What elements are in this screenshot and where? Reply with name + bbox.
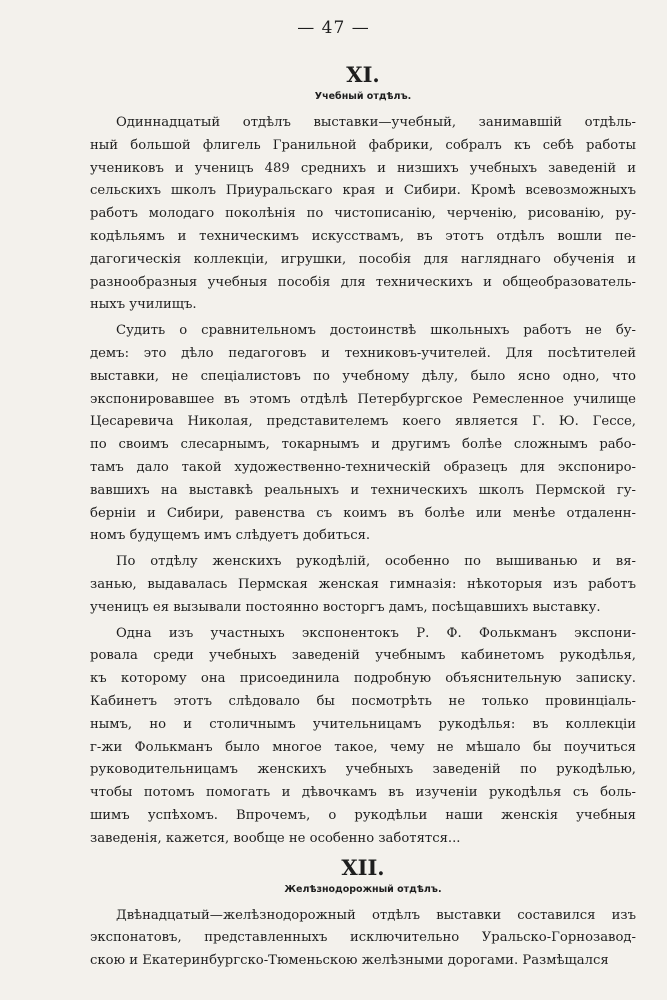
text-line: По отдѣлу женскихъ рукодѣлій, особенно по вышиванью и вя- (116, 554, 636, 570)
text-line: Одна изъ участныхъ экспонентокъ Р. Ф. Фолькманъ экспони- (116, 625, 636, 641)
section-title: Учебный отдѣлъ. (314, 91, 412, 102)
page-number: — 47 — (297, 18, 370, 38)
text-line: чтобы потомъ помогать и дѣвочкамъ въ изученіи рукодѣлья съ боль- (90, 785, 636, 801)
text-line: скою и Екатеринбургско-Тюменьскою желѣзными дорогами. Размѣщался (90, 953, 609, 969)
text-line: разнообразныя учебныя пособія для техническихъ и общеобразователь- (90, 274, 636, 290)
section-title: Желѣзнодорожный отдѣлъ. (284, 883, 442, 895)
text-line: г-жи Фолькманъ было многое такое, чему не мѣшало бы поучиться (90, 739, 636, 755)
section-paragraphs (90, 112, 636, 851)
section-xi (90, 62, 636, 851)
paragraph (90, 320, 636, 548)
text-line: ученицъ ея вызывали постоянно восторгъ дамъ, посѣщавшихъ выставку. (90, 599, 601, 615)
text-line: кодѣльямъ и техническимъ искусствамъ, въ этотъ отдѣлъ вошли пе- (90, 228, 636, 244)
section-paragraphs (90, 905, 636, 973)
text-line: экспонатовъ, представленныхъ исключительно Уральско-Горнозавод- (90, 930, 636, 946)
text-line: Одиннадцатый отдѣлъ выставки—учебный, занимавшій отдѣль- (116, 115, 636, 130)
text-line: учениковъ и ученицъ 489 среднихъ и низшихъ учебныхъ заведеній и (90, 160, 636, 176)
text-line: руководительницамъ женскихъ учебныхъ заведеній по рукодѣлью, (90, 762, 636, 778)
paragraph (90, 623, 636, 851)
text-line: дагогическія коллекціи, игрушки, пособія для нагляднаго обученія и (90, 251, 636, 267)
text-line: ныхъ училищъ. (90, 297, 197, 313)
text-line: занью, выдавалась Пермская женская гимназія: нѣкоторыя изъ работъ (90, 576, 636, 592)
text-line: заведенія, кажется, вообще не особенно заботятся... (90, 830, 461, 846)
text-line: демъ: это дѣло педагоговъ и техниковъ-учителей. Для посѣтителей (90, 345, 636, 361)
text-line: номъ будущемъ имъ слѣдуетъ добиться. (90, 528, 371, 544)
text-line: выставки, не спеціалистовъ по учебному дѣлу, было ясно одно, что (90, 368, 636, 384)
text-line: ный большой флигель Гранильной фабрики, собралъ къ себѣ работы (90, 137, 636, 153)
text-line: Двѣнадцатый—желѣзнодорожный отдѣлъ выставки составился изъ (116, 907, 636, 923)
page-body (90, 62, 636, 973)
text-line: экспонировавшее въ этомъ отдѣлѣ Петербургское Ремесленное училище (90, 391, 636, 407)
section-numeral: XII. (341, 854, 385, 880)
text-line: шимъ успѣхомъ. Впрочемъ, о рукодѣльи наши женскія учебныя (90, 807, 636, 823)
paragraph (90, 551, 636, 619)
text-line: Цесаревича Николая, представителемъ коего является Г. Ю. Гессе, (90, 414, 636, 430)
text-line: вавшихъ на выставкѣ реальныхъ и техническихъ школъ Пермской гу- (90, 482, 636, 498)
text-line: ровала среди учебныхъ заведеній учебнымъ кабинетомъ рукодѣлья, (90, 648, 636, 664)
text-line: работъ молодаго поколѣнія по чистописанію, черченію, рисованію, ру- (90, 206, 636, 222)
section-xii (90, 855, 636, 973)
text-line: тамъ дало такой художественно-техническій образецъ для экспониро- (90, 459, 636, 475)
section-numeral: XI. (346, 62, 380, 87)
text-line: по своимъ слесарнымъ, токарнымъ и другимъ болѣе сложнымъ рабо- (90, 437, 636, 453)
text-line: берніи и Сибири, равенства съ коимъ въ болѣе или менѣе отдаленн- (90, 505, 636, 521)
text-line: сельскихъ школъ Приуральскаго края и Сибири. Кромѣ всевозможныхъ (90, 183, 636, 199)
text-line: Судить о сравнительномъ достоинствѣ школьныхъ работъ не бу- (116, 323, 636, 339)
paragraph (90, 112, 636, 317)
text-line: къ которому она присоединила подробную объяснительную записку. (90, 671, 636, 687)
paragraph (90, 905, 636, 973)
text-line: нымъ, но и столичнымъ учительницамъ рукодѣлья: въ коллекціи (90, 716, 636, 732)
text-line: Кабинетъ этотъ слѣдовало бы посмотрѣть не только провинціаль- (90, 693, 636, 709)
